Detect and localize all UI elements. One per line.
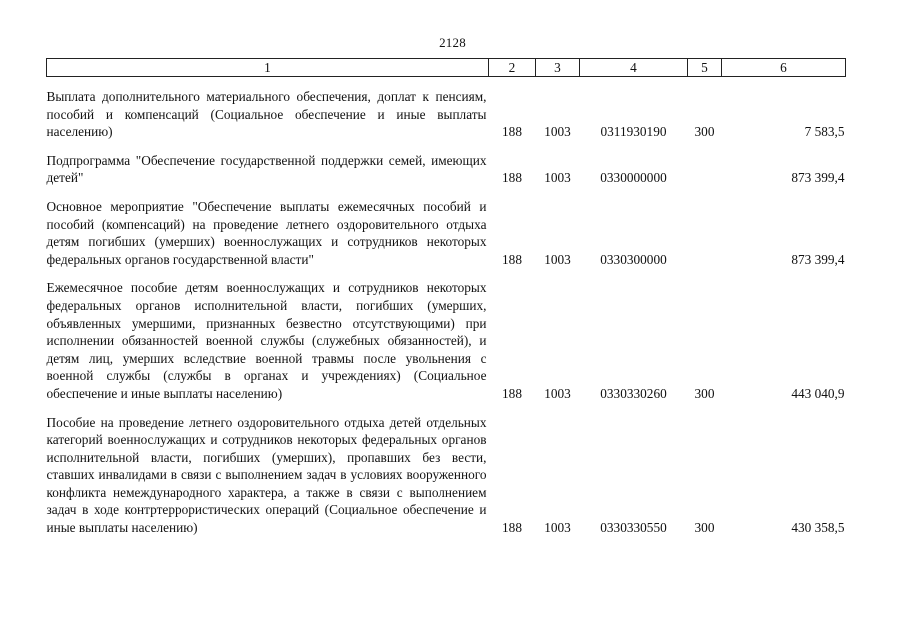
amount: 873 399,4 xyxy=(791,251,845,267)
header-cell: 2 xyxy=(489,59,536,77)
ministry-code: 188 xyxy=(502,520,522,536)
row-name: Выплата дополнительного материального обеспечения, доплат к пенсиям, пособий и компенсаций (Социальное обеспечение и иные выплаты населению) xyxy=(46,89,487,140)
table-row xyxy=(47,279,846,402)
expense-type-code: 300 xyxy=(694,124,715,140)
table-row xyxy=(47,152,846,187)
ministry-code: 188 xyxy=(502,385,522,401)
row-name: Ежемесячное пособие детям военнослужащих и сотрудников некоторых федеральных органов исполнительной власти, погибших (умерших, объявленных умершими, признанных безвестно отсутствующими) при исполнении обязанностей военной службы (служебных обязанностей), и детям лиц, умерших вследствие военной травмы после увольнения с военной службы (службы в органах и учреждениях) (Социальное обеспечение и иные выплаты населению) xyxy=(46,280,487,401)
expense-type-code xyxy=(688,152,722,187)
amount: 443 040,9 xyxy=(791,385,845,401)
table-row xyxy=(47,88,846,141)
budget-table xyxy=(46,58,846,537)
row-name: Подпрограмма "Обеспечение государственной поддержки семей, имеющих детей" xyxy=(46,152,487,186)
row-name: Основное мероприятие "Обеспечение выплаты ежемесячных пособий и пособий (компенсаций) на проведение летнего оздоровительного отдыха детям погибших (умерших) военнослужащих и сотрудников некоторых федеральных органов государственной власти" xyxy=(46,198,487,267)
row-name: Пособие на проведение летнего оздоровительного отдыха детей отдельных категорий военнослужащих и сотрудников некоторых федеральных органов исполнительной власти, погибших (умерших), пропавших без вести, ставших инвалидами в связи с выполнением задач в условиях вооруженного конфликта немеждународного характера, а также в связи с выполнением задач в ходе контртеррористических операций (Социальное обеспечение и иные выплаты населению) xyxy=(46,414,487,536)
section-code: 1003 xyxy=(544,385,571,401)
header-cell: 4 xyxy=(580,59,688,77)
header-cell: 6 xyxy=(722,59,846,77)
table-row xyxy=(47,414,846,537)
expense-type-code xyxy=(688,198,722,268)
section-code: 1003 xyxy=(544,170,571,186)
ministry-code: 188 xyxy=(502,124,522,140)
target-code: 0330330260 xyxy=(600,385,667,401)
amount: 873 399,4 xyxy=(791,170,845,186)
section-code: 1003 xyxy=(544,520,571,536)
page-number: 2128 xyxy=(439,35,466,50)
target-code: 0330300000 xyxy=(600,251,667,267)
header-cell: 1 xyxy=(47,59,489,77)
header-cell: 3 xyxy=(536,59,580,77)
expense-type-code: 300 xyxy=(694,520,715,536)
header-cell: 5 xyxy=(688,59,722,77)
amount: 430 358,5 xyxy=(791,520,845,536)
target-code: 0330330550 xyxy=(600,520,667,536)
table-row xyxy=(47,198,846,268)
expense-type-code: 300 xyxy=(694,385,715,401)
column-number-header xyxy=(47,59,846,77)
ministry-code: 188 xyxy=(502,251,522,267)
section-code: 1003 xyxy=(544,124,571,140)
target-code: 0330000000 xyxy=(600,170,667,186)
ministry-code: 188 xyxy=(502,170,522,186)
section-code: 1003 xyxy=(544,251,571,267)
amount: 7 583,5 xyxy=(804,124,845,140)
target-code: 0311930190 xyxy=(600,124,667,140)
